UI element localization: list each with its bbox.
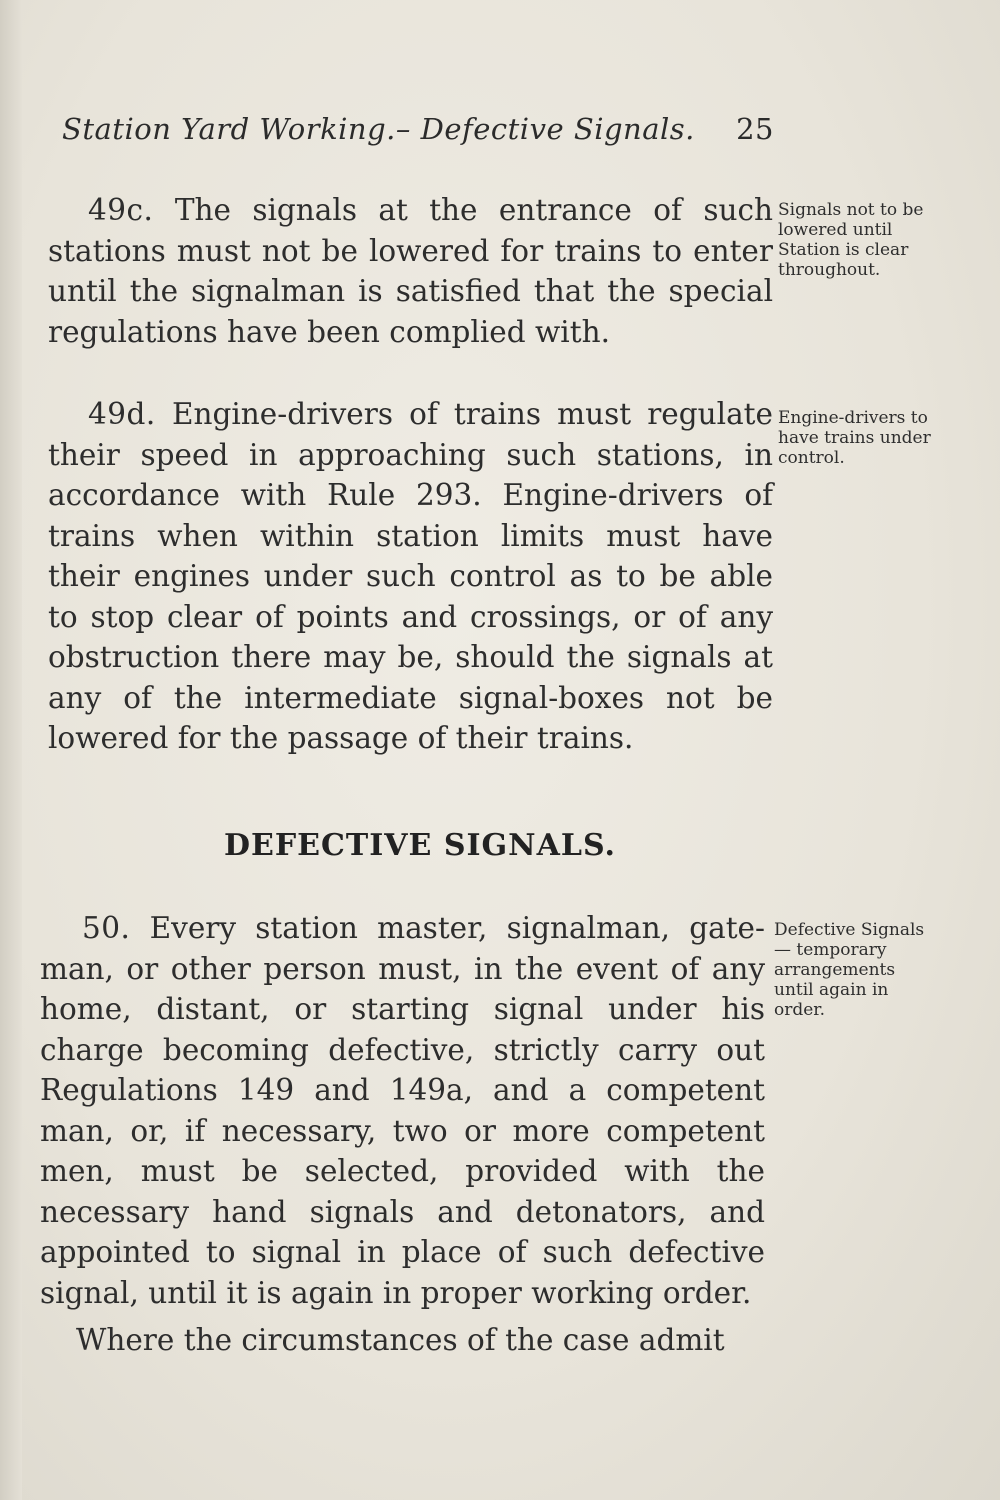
rule-50-paragraph xyxy=(40,908,765,1313)
rule-49d-side-note: Engine-drivers to have trains under control. xyxy=(778,408,931,468)
page-edge xyxy=(0,0,22,1500)
rule-49c-side-note: Signals not to be lowered until Station is clear throughout. xyxy=(778,200,924,280)
rule-49d-number: 49d. xyxy=(88,397,156,431)
rule-49c-paragraph xyxy=(48,190,773,352)
rule-50-continuation-text: Where the circumstances of the case admit xyxy=(76,1323,725,1357)
rule-50-number: 50. xyxy=(82,911,131,945)
rule-49c-number: 49c. xyxy=(88,193,154,227)
rule-49c-text: The signals at the entrance of such stations must not be lowered for trains to enter until the signalman is satisfied that the special regulations have been complied with. xyxy=(48,193,773,349)
page-number: 25 xyxy=(736,112,774,146)
running-head-title: Station Yard Working.– Defective Signals. xyxy=(62,112,695,146)
running-head xyxy=(62,112,774,146)
rule-50-continuation xyxy=(40,1320,765,1361)
rule-49d-paragraph xyxy=(48,394,773,759)
section-heading: DEFECTIVE SIGNALS. xyxy=(223,828,617,863)
rule-49d-text: Engine-drivers of trains must regulate their speed in approaching such stations, in accordance with Rule 293. Engine-drivers of trains when within station limits must have their engines under such control as to be able to stop clear of points and crossings, or of any obstruction there may be, should the signals at any of the intermediate signal-boxes not be lowered for the passage of their trains. xyxy=(48,397,773,755)
rule-50-text: Every station master, signalman, gate-man, or other person must, in the event of any home, distant, or starting signal under his charge becoming defective, strictly carry out Regulations 149 and 149a, and a competent man, or, if necessary, two or more competent men, must be selected, provided with the necessary hand signals and detonators, and appointed to signal in place of such defective signal, until it is again in proper working order. xyxy=(40,911,765,1310)
rule-50-side-note: Defective Signals— temporary arrangements until again in order. xyxy=(774,920,925,1020)
